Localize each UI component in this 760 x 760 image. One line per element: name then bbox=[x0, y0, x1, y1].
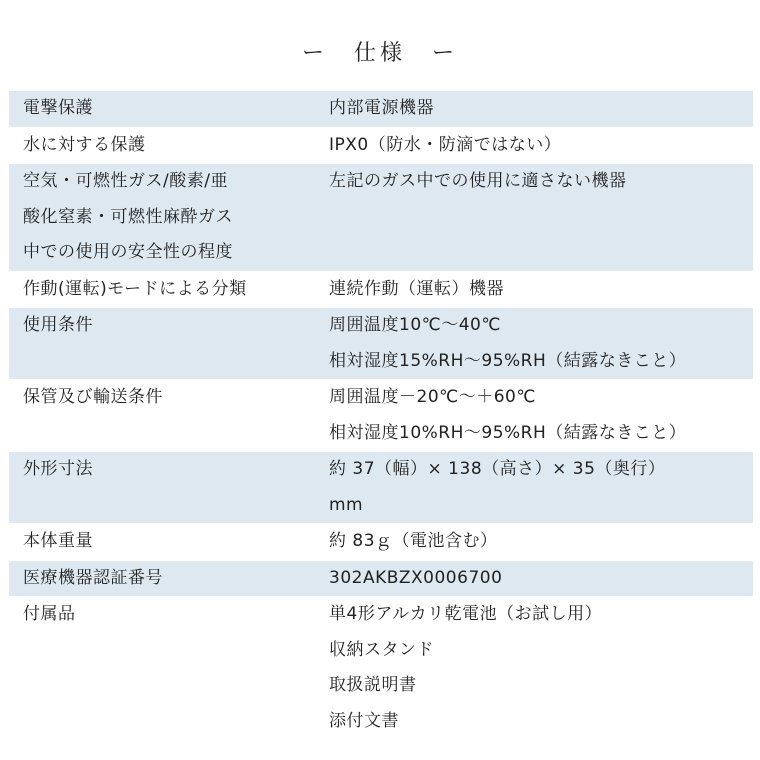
spec-label: 保管及び輸送条件 bbox=[23, 387, 163, 407]
spec-row bbox=[9, 380, 753, 452]
spec-table bbox=[9, 91, 753, 740]
spec-label: 作動(運転)モードによる分類 bbox=[23, 278, 247, 299]
spec-row bbox=[9, 164, 753, 272]
spec-value-cell bbox=[313, 597, 753, 740]
spec-value: 単4形アルカリ乾電池（お試し用） bbox=[329, 604, 603, 624]
spec-value: 添付文書 bbox=[329, 710, 399, 731]
spec-label-cell bbox=[9, 164, 313, 272]
spec-value: 周囲温度10℃～40℃ bbox=[329, 315, 501, 335]
spec-value: 左記のガス中での使用に適さない機器 bbox=[329, 171, 627, 191]
spec-value-cell bbox=[313, 127, 753, 164]
spec-label-cell bbox=[9, 560, 313, 597]
spec-row bbox=[9, 524, 753, 561]
spec-row bbox=[9, 597, 753, 740]
spec-value: mm bbox=[329, 494, 364, 515]
spec-value-cell bbox=[313, 91, 753, 127]
spec-label: 外形寸法 bbox=[23, 459, 93, 479]
spec-row bbox=[9, 560, 753, 597]
spec-value-cell bbox=[313, 560, 753, 597]
spec-value: 相対湿度10%RH～95%RH（結露なきこと） bbox=[329, 422, 687, 443]
spec-value-cell bbox=[313, 271, 753, 308]
spec-label-cell bbox=[9, 380, 313, 452]
spec-label: 使用条件 bbox=[23, 315, 93, 335]
spec-value: 約 83ｇ（電池含む） bbox=[329, 531, 498, 551]
spec-label: 付属品 bbox=[23, 604, 76, 624]
spec-label: 酸化窒素・可燃性麻酔ガス bbox=[23, 206, 233, 227]
spec-label-cell bbox=[9, 524, 313, 561]
spec-value: 取扱説明書 bbox=[329, 675, 417, 695]
spec-label-cell bbox=[9, 308, 313, 380]
spec-label-cell bbox=[9, 597, 313, 740]
spec-value-cell bbox=[313, 452, 753, 524]
spec-label: 電撃保護 bbox=[23, 98, 93, 118]
spec-value: 収納スタンド bbox=[329, 639, 434, 660]
spec-value-cell bbox=[313, 380, 753, 452]
spec-label: 水に対する保護 bbox=[23, 134, 146, 155]
spec-label: 医療機器認証番号 bbox=[23, 567, 163, 588]
spec-value: 連続作動（運転）機器 bbox=[329, 278, 504, 299]
spec-value: 内部電源機器 bbox=[329, 98, 434, 118]
spec-value: 周囲温度－20℃～＋60℃ bbox=[329, 387, 536, 407]
spec-row bbox=[9, 127, 753, 164]
spec-value: IPX0（防水・防滴ではない） bbox=[329, 134, 562, 155]
spec-value: 約 37（幅）× 138（高さ）× 35（奥行） bbox=[329, 459, 666, 479]
spec-label: 本体重量 bbox=[23, 531, 93, 551]
spec-value-cell bbox=[313, 308, 753, 380]
spec-label: 中での使用の安全性の程度 bbox=[23, 242, 233, 262]
spec-row bbox=[9, 308, 753, 380]
spec-value-cell bbox=[313, 164, 753, 272]
spec-label-cell bbox=[9, 271, 313, 308]
spec-label: 空気・可燃性ガス/酸素/亜 bbox=[23, 171, 228, 191]
spec-row bbox=[9, 91, 753, 127]
spec-value-cell bbox=[313, 524, 753, 561]
spec-row bbox=[9, 271, 753, 308]
spec-table-body bbox=[9, 91, 753, 740]
spec-row bbox=[9, 452, 753, 524]
spec-value: 相対湿度15%RH～95%RH（結露なきこと） bbox=[329, 350, 687, 371]
page-title: ー 仕様 ー bbox=[301, 41, 458, 66]
spec-label-cell bbox=[9, 452, 313, 524]
spec-label-cell bbox=[9, 127, 313, 164]
spec-value: 302AKBZX0006700 bbox=[329, 567, 503, 588]
spec-label-cell bbox=[9, 91, 313, 127]
